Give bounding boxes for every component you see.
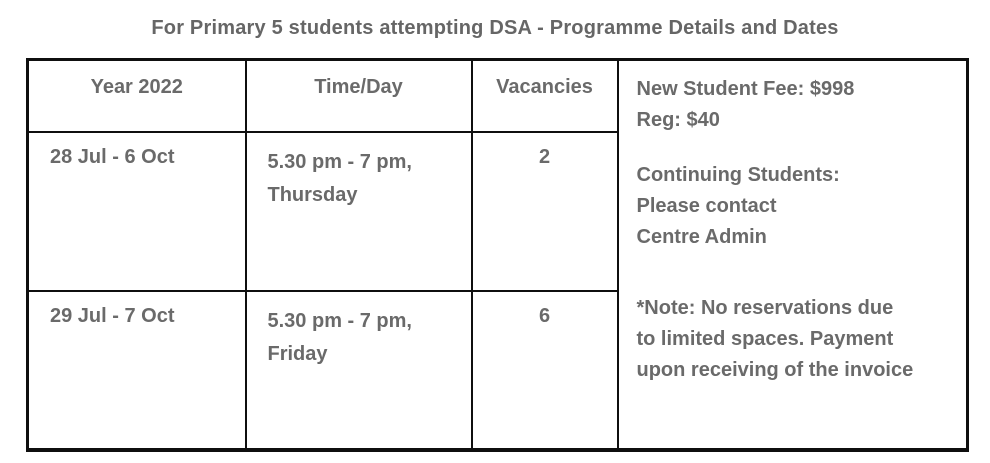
time-cell (246, 132, 472, 291)
day-line: Friday (267, 342, 328, 365)
info-panel (618, 60, 968, 450)
vacancies-cell: 2 (472, 132, 618, 291)
header-row (28, 60, 968, 132)
header-cell-year: Year 2022 (28, 60, 246, 132)
note-line: upon receiving of the invoice (636, 359, 914, 381)
date-cell: 28 Jul - 6 Oct (28, 132, 246, 291)
centre-admin-line: Centre Admin (636, 226, 767, 248)
please-contact-line: Please contact (636, 195, 777, 217)
date-cell: 29 Jul - 7 Oct (28, 291, 246, 450)
header-cell-time-day: Time/Day (246, 60, 472, 132)
note-line: *Note: No reservations due (636, 297, 894, 319)
fee-info (637, 74, 953, 136)
registration-fee-line: Reg: $40 (636, 109, 720, 131)
page-title: For Primary 5 students attempting DSA - Programme Details and Dates (151, 17, 839, 39)
time-cell (246, 291, 472, 450)
day-line: Thursday (267, 183, 358, 206)
header-cell-vacancies: Vacancies (472, 60, 618, 132)
continuing-students-info (637, 160, 953, 253)
programme-table (26, 58, 969, 452)
continuing-students-line: Continuing Students: (636, 164, 840, 186)
note-line: to limited spaces. Payment (636, 328, 894, 350)
time-line: 5.30 pm - 7 pm, (267, 150, 412, 173)
time-line: 5.30 pm - 7 pm, (267, 309, 412, 332)
note-info (637, 293, 953, 386)
vacancies-cell: 6 (472, 291, 618, 450)
new-student-fee-line: New Student Fee: $998 (636, 78, 855, 100)
